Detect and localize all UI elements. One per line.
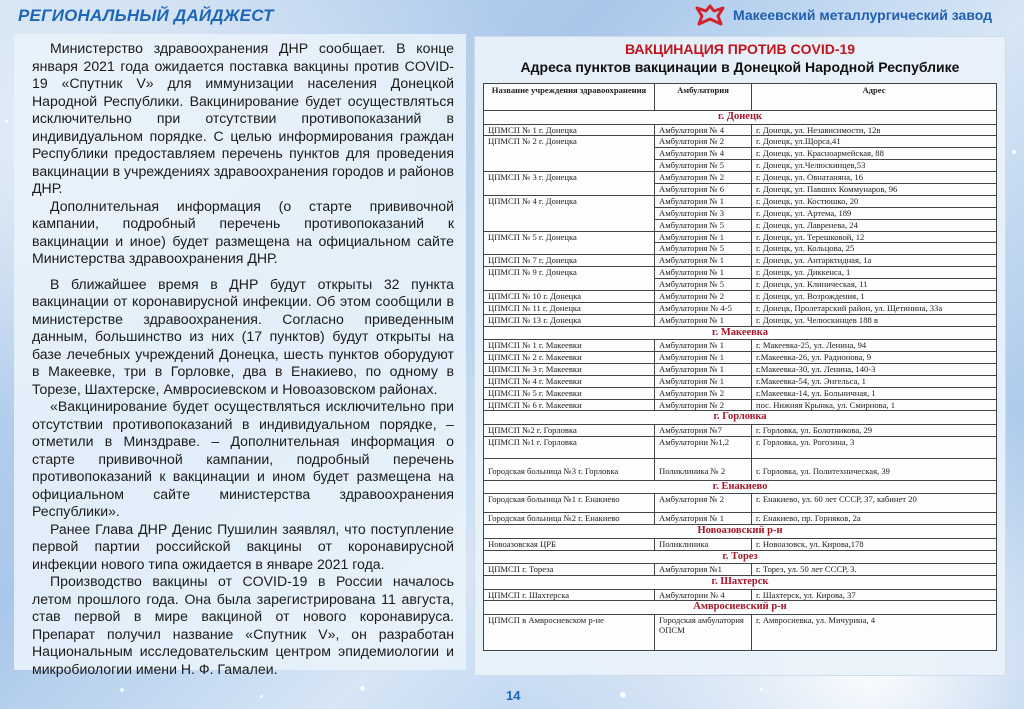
address-cell: г. Донецк, ул. Независимости, 12в [752, 124, 997, 136]
region-name: Амвросиевский р-н [484, 601, 997, 615]
address-cell: г.Макеевка-54, ул. Энгельса, 1 [752, 375, 997, 387]
table-row [484, 424, 997, 436]
address-cell: г. Горловка, ул. Болотникова, 29 [752, 424, 997, 436]
column-header-ambulatory: Амбулатория [655, 84, 752, 111]
institution-cell: ЦПМСП № 3 г. Донецка [484, 172, 655, 196]
address-cell: г. Донецк, ул. Антарктидная, 1а [752, 255, 997, 267]
table-row [484, 352, 997, 364]
ambulatory-cell: Амбулатория № 1 [655, 231, 752, 243]
address-cell: г. Горловка, ул. Рогозина, 3 [752, 436, 997, 458]
table-row [484, 302, 997, 314]
vaccination-title: ВАКЦИНАЦИЯ ПРОТИВ COVID-19 [624, 41, 856, 57]
region-name: г. Торез [484, 550, 997, 564]
ambulatory-cell: Амбулатория № 2 [655, 494, 752, 513]
table-row [484, 363, 997, 375]
ambulatory-cell: Амбулатория № 1 [655, 314, 752, 326]
column-header-institution: Название учреждения здравоохранения [484, 84, 655, 111]
address-cell: г. Горловка, ул. Политехническая, 39 [752, 458, 997, 480]
ambulatory-cell: Поликлиника № 2 [655, 458, 752, 480]
vaccination-subtitle: Адреса пунктов вакцинации в Донецкой Народной Республике [520, 59, 960, 75]
institution-cell: Новоазовская ЦРБ [484, 538, 655, 550]
table-row [484, 538, 997, 550]
region-name: г. Енакиево [484, 480, 997, 494]
institution-cell: ЦПМСП № 1 г. Донецка [484, 124, 655, 136]
table-row [484, 231, 997, 243]
snowflake-decoration [760, 688, 763, 691]
ambulatory-cell: Амбулатория № 5 [655, 279, 752, 291]
article-paragraph: Министерство здравоохранения ДНР сообщает. В конце января 2021 года ожидается поставка вакцины против COVID-19 «Спутник V» для иммунизации населения Донецкой Народной Республики. Вакцинирование будет осуществляться исключительно при отсутствии противопоказаний в индивидуальном порядке. С целью информирования граждан Республики предоставляем перечень пунктов для проведения вакцинации в учреждениях здравоохранения городов и районов ДНР. [32, 40, 454, 196]
region-row [484, 111, 997, 125]
region-name: г. Донецк [484, 111, 997, 125]
ambulatory-cell: Амбулатория №1 [655, 564, 752, 576]
address-cell: г. Донецк, ул. Овнатаняна, 16 [752, 172, 997, 184]
table-row [484, 124, 997, 136]
region-row [484, 550, 997, 564]
address-cell: г.Макеевка-30, ул. Ленина, 140-3 [752, 363, 997, 375]
institution-cell: ЦПМСП № 5 г. Донецка [484, 231, 655, 255]
ambulatory-cell: Амбулатория № 5 [655, 243, 752, 255]
ambulatory-cell: Городская амбулатория ОПСМ [655, 614, 752, 650]
region-row [484, 480, 997, 494]
address-cell: г. Донецк, ул. Красноармейская, 88 [752, 148, 997, 160]
region-row [484, 601, 997, 615]
vaccination-panel [474, 36, 1006, 676]
address-cell: пос. Нижняя Крынка, ул. Смирнова, 1 [752, 399, 997, 411]
region-row [484, 326, 997, 340]
table-row [484, 255, 997, 267]
region-name: Новоазовский р-н [484, 525, 997, 539]
address-cell: г. Донецк, ул. Кольцова, 25 [752, 243, 997, 255]
institution-cell: ЦПМСП № 4 г. Макеевки [484, 375, 655, 387]
snowflake-decoration [5, 120, 8, 123]
address-cell: г. Енакиево, пр. Горняков, 2а [752, 513, 997, 525]
region-name: г. Горловка [484, 411, 997, 425]
ambulatory-cell: Амбулатории № 4 [655, 589, 752, 601]
ambulatory-cell: Амбулатория № 2 [655, 387, 752, 399]
page-number: 14 [506, 688, 521, 703]
ambulatory-cell: Амбулатория № 2 [655, 399, 752, 411]
ambulatory-cell: Амбулатория № 5 [655, 160, 752, 172]
table-row [484, 589, 997, 601]
address-cell: г. Донецк, Пролетарский район, ул. Щетинина, 33а [752, 302, 997, 314]
ambulatory-cell: Амбулатории № 4-5 [655, 302, 752, 314]
table-row [484, 195, 997, 207]
institution-cell: ЦПМСП № 11 г. Донецка [484, 302, 655, 314]
ambulatory-cell: Амбулатория № 1 [655, 352, 752, 364]
institution-cell: ЦПМСП № 2 г. Макеевки [484, 352, 655, 364]
address-cell: г. Донецк, ул. Возрождения, 1 [752, 290, 997, 302]
region-name: г. Шахтерск [484, 576, 997, 590]
address-cell: г.Макеевка-26, ул. Радионова, 9 [752, 352, 997, 364]
region-row [484, 411, 997, 425]
institution-cell: ЦПМСП № 1 г. Макеевки [484, 340, 655, 352]
brand [695, 4, 992, 26]
address-cell: г. Донецк, ул. Клиническая, 11 [752, 279, 997, 291]
article-panel [14, 34, 466, 677]
address-cell: г. Амвросиевка, ул. Мичурина, 4 [752, 614, 997, 650]
ambulatory-cell: Амбулатория № 3 [655, 207, 752, 219]
institution-cell: ЦПМСП № 7 г. Донецка [484, 255, 655, 267]
snowflake-decoration [260, 695, 263, 698]
table-row [484, 513, 997, 525]
ambulatory-cell: Амбулатория № 1 [655, 363, 752, 375]
ambulatory-cell: Амбулатория № 6 [655, 183, 752, 195]
ambulatory-cell: Амбулатория № 1 [655, 340, 752, 352]
institution-cell: ЦПМСП в Амвросиевском р-не [484, 614, 655, 650]
snowflake-decoration [620, 692, 626, 698]
institution-cell: ЦПМСП № 5 г. Макеевки [484, 387, 655, 399]
institution-cell: Городская больница №3 г. Горловка [484, 458, 655, 480]
table-row [484, 290, 997, 302]
address-cell: г. Донецк, ул. Лавренева, 24 [752, 219, 997, 231]
table-row [484, 267, 997, 279]
institution-cell: ЦПМСП № 9 г. Донецка [484, 267, 655, 291]
snowflake-decoration [120, 688, 124, 692]
table-row [484, 494, 997, 513]
ambulatory-cell: Амбулатория № 4 [655, 124, 752, 136]
institution-cell: ЦПМСП № 13 г. Донецка [484, 314, 655, 326]
address-cell: г. Донецк, ул. Артема, 189 [752, 207, 997, 219]
address-cell: г. Донецк, ул. Диккенса, 1 [752, 267, 997, 279]
institution-cell: ЦПМСП № 2 г. Донецка [484, 136, 655, 172]
address-cell: г. Донецк, ул.Челюскинцев,53 [752, 160, 997, 172]
institution-cell: ЦПМСП № 6 г. Макеевки [484, 399, 655, 411]
ambulatory-cell: Амбулатория № 1 [655, 195, 752, 207]
column-header-address: Адрес [752, 84, 997, 111]
ambulatory-cell: Амбулатория № 1 [655, 267, 752, 279]
article-paragraph: В ближайшее время в ДНР будут открыты 32 пункта вакцинации от коронавирусной инфекции. Об этом сообщили в министерстве здравоохранения. Согласно приведенным данным, большинство из них (17 пунктов) будут открыты на базе лечебных учреждений Донецка, шесть пунктов оборудуют в Макеевке, три в Горловке, два в Енакиево, по одному в Торезе, Шахтерске, Амвросиевском и Новоазовском районах. [32, 275, 454, 397]
table-row [484, 136, 997, 148]
address-cell: г. Донецк, ул.Щорса,41 [752, 136, 997, 148]
institution-cell: ЦПМСП г. Шахтерска [484, 589, 655, 601]
region-row [484, 576, 997, 590]
ambulatory-cell: Амбулатория № 2 [655, 290, 752, 302]
table-header-row [484, 84, 997, 111]
table-row [484, 614, 997, 650]
address-cell: г. Торез, ул. 50 лет СССР, 3. [752, 564, 997, 576]
ambulatory-cell: Амбулатория № 1 [655, 513, 752, 525]
institution-cell: ЦПМСП № 3 г. Макеевки [484, 363, 655, 375]
ambulatory-cell: Амбулатория № 2 [655, 172, 752, 184]
snowflake-decoration [360, 686, 365, 691]
table-row [484, 458, 997, 480]
institution-cell: ЦПМСП №2 г. Горловка [484, 424, 655, 436]
institution-cell: ЦПМСП № 4 г. Донецка [484, 195, 655, 231]
address-cell: г. Шахтерск, ул. Кирова, 37 [752, 589, 997, 601]
ambulatory-cell: Поликлиника [655, 538, 752, 550]
address-cell: г. Донецк, ул. Челюскинцев 188 в [752, 314, 997, 326]
table-row [484, 314, 997, 326]
table-row [484, 172, 997, 184]
address-cell: г. Донецк, ул. Костюшко, 20 [752, 195, 997, 207]
institution-cell: ЦПМСП г. Тореза [484, 564, 655, 576]
ambulatory-cell: Амбулатория № 2 [655, 136, 752, 148]
table-row [484, 399, 997, 411]
address-cell: г. Макеевка-25, ул. Ленина, 94 [752, 340, 997, 352]
address-cell: г. Новоазовск, ул. Кирова,178 [752, 538, 997, 550]
address-cell: г. Донецк, ул. Терешковой, 12 [752, 231, 997, 243]
table-row [484, 375, 997, 387]
article-paragraph: Дополнительная информация (о старте прививочной кампании, подробный перечень противопоказаний к вакцинации и иное) будет размещена на официальном сайте Министерства здравоохранения ДНР. [32, 197, 454, 266]
article-paragraph: Производство вакцины от COVID-19 в России началось летом прошлого года. Она была зарегистрирована 11 августа, став первой в мире вакциной от нового коронавируса. Препарат получил название «Спутник V», он разработан Национальным исследовательским центром эпидемиологии и микробиологии имени Н. Ф. Гамалеи. [32, 573, 454, 677]
vaccination-table [483, 83, 997, 651]
institution-cell: ЦПМСП №1 г. Горловка [484, 436, 655, 458]
ambulatory-cell: Амбулатория № 5 [655, 219, 752, 231]
region-name: г. Макеевка [484, 326, 997, 340]
ambulatory-cell: Амбулатория № 1 [655, 375, 752, 387]
snowflake-decoration [1012, 150, 1016, 154]
table-row [484, 387, 997, 399]
institution-cell: Городская больница №1 г. Енакиево [484, 494, 655, 513]
address-cell: г.Макеевка-14, ул. Больничная, 1 [752, 387, 997, 399]
ambulatory-cell: Амбулатория № 1 [655, 255, 752, 267]
ambulatory-cell: Амбулатории №1,2 [655, 436, 752, 458]
address-cell: г. Енакиево, ул. 60 лет СССР, 37, кабинет 20 [752, 494, 997, 513]
brand-name: Макеевский металлургический завод [732, 7, 992, 23]
table-row [484, 564, 997, 576]
table-row [484, 436, 997, 458]
institution-cell: Городская больница №2 г. Енакиево [484, 513, 655, 525]
address-cell: г. Донецк, ул. Павших Коммунаров, 96 [752, 183, 997, 195]
institution-cell: ЦПМСП № 10 г. Донецка [484, 290, 655, 302]
ambulatory-cell: Амбулатория № 4 [655, 148, 752, 160]
section-title: РЕГИОНАЛЬНЫЙ ДАЙДЖЕСТ [18, 6, 274, 25]
ambulatory-cell: Амбулатория №7 [655, 424, 752, 436]
table-row [484, 340, 997, 352]
region-row [484, 525, 997, 539]
article-paragraph: Ранее Глава ДНР Денис Пушилин заявлял, что поступление первой партии российской вакцины от коронавирусной инфекции нового типа ожидается в январе 2021 года. [32, 520, 454, 572]
article-paragraph: «Вакцинирование будет осуществляться исключительно при отсутствии противопоказаний в индивидуальном порядке, – отметили в Минздраве. – Дополнительная информация о старте прививочной кампании, подробный перечень противопоказаний к вакцинации и ином будет размещена на официальном сайте министерства здравоохранения Республики». [32, 398, 454, 519]
star-logo-icon [695, 4, 725, 26]
